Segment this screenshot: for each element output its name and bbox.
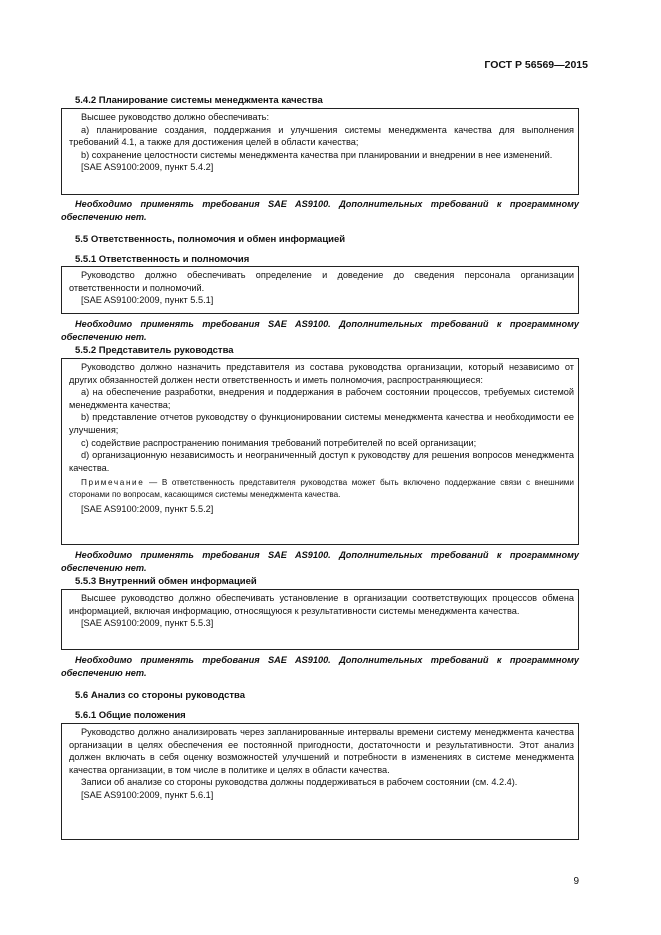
paragraph: b) представление отчетов руководству о функционировании системы менеджмента качества и необходимости ее улучшения; [69,412,574,435]
paragraph: Руководство должно анализировать через запланированные интервалы времени систему менеджмента качества организации в целях обеспечения ее постоянной пригодности, достаточности и результативности. Этот анализ должен включать в себя оценку возможностей улучшений и потребности в изменениях в системе менеджмента качества организации, в том числе в политике и целях в области качества. [69,727,574,775]
paragraph: a) планирование создания, поддержания и улучшения системы менеджмента качества для выполнения требований 4.1, а также для достижения целей в области качества; [69,124,574,148]
paragraph: b) сохранение целостности системы менеджмента качества при планировании и внедрении в нее изменений. [81,149,553,160]
note [69,477,574,500]
reference: [SAE AS9100:2009, пункт 5.5.3] [81,618,214,629]
paragraph: Руководство должно обеспечивать определение и доведение до сведения персонала организации ответственности и полномочий. [69,270,574,293]
paragraph: Записи об анализе со стороны руководства должны поддерживаться в рабочем состоянии (см. 4.2.4). [81,777,518,788]
paragraph: d) организационную независимость и неограниченный доступ к руководству для решения вопросов менеджмента качества. [69,450,574,473]
paragraph: Руководство должно назначить представителя из состава руководства организации, который независимо от других обязанностей должен нести ответственность и иметь полномочия, распространяющиеся: [69,362,574,385]
page-number: 9 [573,876,579,887]
software-requirement-note: Необходимо применять требования SAE AS9100. Дополнительных требований к программному обеспечению нет. [61,199,579,222]
software-requirement-note: Необходимо применять требования SAE AS9100. Дополнительных требований к программному обеспечению нет. [61,319,579,342]
note-label: Примечание [81,478,145,488]
note-text: — В ответственность представителя руководства может быть включено поддержание связи с внешними сторонами по вопросам, касающимся системы менеджмента качества. [69,478,574,499]
section-title-5-6-1: 5.6.1 Общие положения [75,710,186,721]
document-header: ГОСТ Р 56569—2015 [484,59,588,71]
requirement-box-5-5-3 [61,589,579,650]
software-requirement-note: Необходимо применять требования SAE AS9100. Дополнительных требований к программному обеспечению нет. [61,655,579,678]
paragraph: Высшее руководство должно обеспечивать установление в организации соответствующих процессов обмена информацией, включая информацию, относящуюся к результативности системы менеджмента качества. [69,593,574,616]
paragraph: c) содействие распространению понимания требований потребителей по всей организации; [81,437,477,448]
reference: [SAE AS9100:2009, пункт 5.5.1] [81,295,214,306]
paragraph: Высшее руководство должно обеспечивать: [81,112,270,122]
reference: [SAE AS9100:2009, пункт 5.6.1] [81,789,214,800]
section-title-5-5-1: 5.5.1 Ответственность и полномочия [75,254,250,265]
reference: [SAE AS9100:2009, пункт 5.5.2] [81,504,214,515]
section-title-5-4-2: 5.4.2 Планирование системы менеджмента качества [75,95,323,106]
requirement-box-5-5-1 [61,266,579,314]
software-requirement-note: Необходимо применять требования SAE AS9100. Дополнительных требований к программному обеспечению нет. [61,550,579,573]
section-title-5-5-2: 5.5.2 Представитель руководства [75,345,234,356]
section-title-5-5: 5.5 Ответственность, полномочия и обмен информацией [75,234,346,245]
requirement-box-5-6-1 [61,723,579,840]
requirement-box-5-5-2 [61,358,579,545]
requirement-box-5-4-2 [61,108,579,195]
section-title-5-6: 5.6 Анализ со стороны руководства [75,690,246,701]
section-title-5-5-3: 5.5.3 Внутренний обмен информацией [75,576,257,587]
reference: [SAE AS9100:2009, пункт 5.4.2] [81,162,214,173]
paragraph: a) на обеспечение разработки, внедрения и поддержания в рабочем состоянии процессов, требуемых системой менеджмента качества; [69,387,574,410]
